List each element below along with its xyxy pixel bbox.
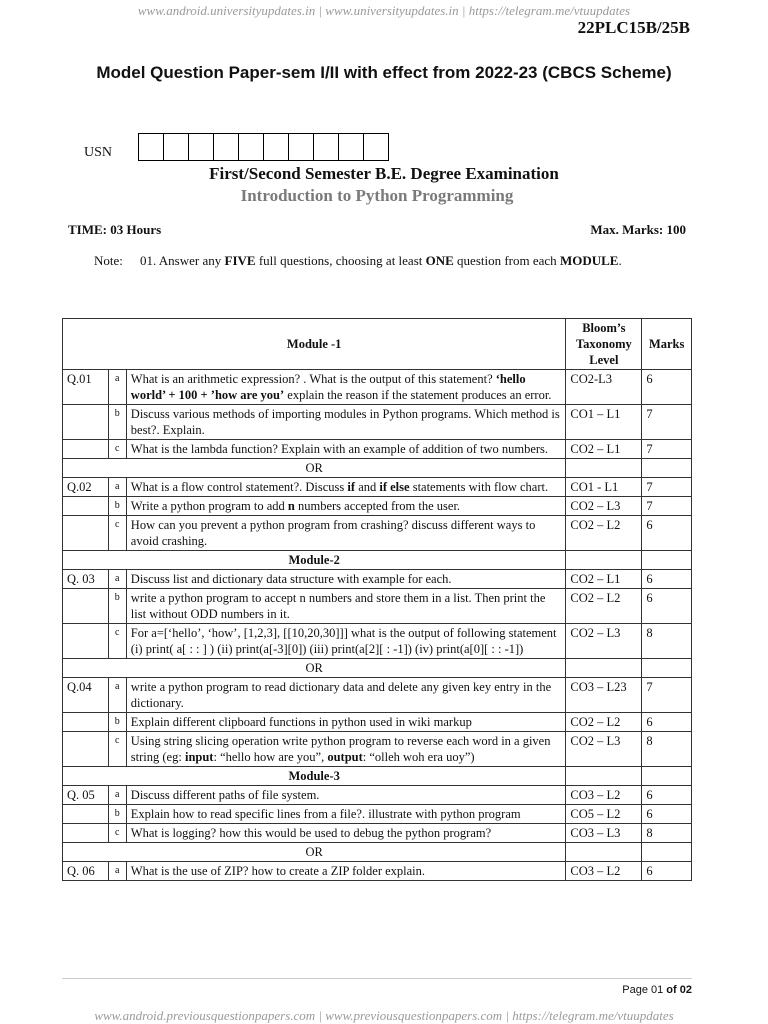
usn-box[interactable] bbox=[138, 133, 164, 161]
table-row bbox=[63, 405, 692, 440]
blooms-level: CO3 – L23 bbox=[566, 678, 642, 713]
table-row bbox=[63, 624, 692, 659]
or-row: OR bbox=[63, 459, 692, 478]
table-row bbox=[63, 478, 692, 497]
blooms-level: CO3 – L2 bbox=[566, 862, 642, 881]
marks-value: 7 bbox=[642, 678, 692, 713]
table-row bbox=[63, 516, 692, 551]
question-number bbox=[63, 624, 109, 659]
max-marks: Max. Marks: 100 bbox=[590, 222, 686, 237]
table-row bbox=[63, 497, 692, 516]
marks-value: 8 bbox=[642, 824, 692, 843]
blooms-level: CO3 – L2 bbox=[566, 786, 642, 805]
question-text: What is a flow control statement?. Discuss if and if else statements with flow chart. bbox=[126, 478, 566, 497]
usn-box[interactable] bbox=[213, 133, 239, 161]
question-text: What is the use of ZIP? how to create a ZIP folder explain. bbox=[126, 862, 566, 881]
question-number bbox=[63, 440, 109, 459]
question-number bbox=[63, 589, 109, 624]
blooms-level: CO3 – L3 bbox=[566, 824, 642, 843]
usn-label: USN bbox=[84, 145, 113, 160]
marks-header: Marks bbox=[642, 319, 692, 370]
question-number bbox=[63, 516, 109, 551]
question-text: What is logging? how this would be used to debug the python program? bbox=[126, 824, 566, 843]
question-number bbox=[63, 713, 109, 732]
question-number: Q.01 bbox=[63, 370, 109, 405]
usn-box[interactable] bbox=[363, 133, 389, 161]
question-text: Explain how to read specific lines from a file?. illustrate with python program bbox=[126, 805, 566, 824]
question-text: How can you prevent a python program from crashing? discuss different ways to avoid crashing. bbox=[126, 516, 566, 551]
table-row bbox=[63, 713, 692, 732]
usn-box[interactable] bbox=[238, 133, 264, 161]
sub-question: a bbox=[108, 786, 126, 805]
marks-value: 6 bbox=[642, 370, 692, 405]
blooms-level: CO5 – L2 bbox=[566, 805, 642, 824]
page-number: Page 01 of 02 bbox=[622, 984, 692, 996]
marks-value: 6 bbox=[642, 805, 692, 824]
usn-box[interactable] bbox=[263, 133, 289, 161]
sub-question: a bbox=[108, 370, 126, 405]
sub-question: a bbox=[108, 862, 126, 881]
question-number: Q. 06 bbox=[63, 862, 109, 881]
marks-value: 6 bbox=[642, 589, 692, 624]
marks-value: 7 bbox=[642, 497, 692, 516]
module-1-header: Module -1 bbox=[63, 319, 566, 370]
question-number bbox=[63, 805, 109, 824]
question-text: Write a python program to add n numbers accepted from the user. bbox=[126, 497, 566, 516]
marks-value: 8 bbox=[642, 732, 692, 767]
table-row bbox=[63, 370, 692, 405]
watermark-bottom: www.android.previousquestionpapers.com | www.previousquestionpapers.com | https://telegram.me/vtuupdates bbox=[94, 1008, 674, 1023]
question-text: Discuss various methods of importing modules in Python programs. Which method is best?. Explain. bbox=[126, 405, 566, 440]
sub-question: a bbox=[108, 678, 126, 713]
question-text: For a=[‘hello’, ‘how’, [1,2,3], [[10,20,30]]] what is the output of following statement (i) print( a[ : : ] ) (ii) print(a[-3][0]) (iii) print(a[2][ : -1]) (iv) print(a[0][ : : -1]) bbox=[126, 624, 566, 659]
note-label: Note: bbox=[94, 253, 123, 268]
usn-box[interactable] bbox=[163, 133, 189, 161]
sub-question: c bbox=[108, 440, 126, 459]
sub-question: b bbox=[108, 805, 126, 824]
usn-box[interactable] bbox=[338, 133, 364, 161]
table-row bbox=[63, 570, 692, 589]
sub-question: c bbox=[108, 624, 126, 659]
page-title: Model Question Paper-sem I/II with effect from 2022-23 (CBCS Scheme) bbox=[96, 63, 672, 82]
marks-value: 6 bbox=[642, 570, 692, 589]
note-text: 01. Answer any FIVE full questions, choosing at least ONE question from each MODULE. bbox=[140, 253, 622, 268]
blooms-level: CO2-L3 bbox=[566, 370, 642, 405]
marks-value: 7 bbox=[642, 440, 692, 459]
sub-question: c bbox=[108, 732, 126, 767]
question-text: Explain different clipboard functions in python used in wiki markup bbox=[126, 713, 566, 732]
blooms-level: CO2 – L2 bbox=[566, 713, 642, 732]
usn-boxes bbox=[138, 133, 388, 161]
question-text: Using string slicing operation write python program to reverse each word in a given string (eg: input: “hello how are you”, output: “olleh woh era uoy”) bbox=[126, 732, 566, 767]
marks-value: 6 bbox=[642, 516, 692, 551]
sub-question: b bbox=[108, 589, 126, 624]
question-number bbox=[63, 732, 109, 767]
footer-rule bbox=[62, 978, 692, 979]
question-number: Q.02 bbox=[63, 478, 109, 497]
sub-question: c bbox=[108, 516, 126, 551]
sub-question: b bbox=[108, 405, 126, 440]
question-number bbox=[63, 824, 109, 843]
marks-value: 8 bbox=[642, 624, 692, 659]
table-row bbox=[63, 440, 692, 459]
usn-box[interactable] bbox=[313, 133, 339, 161]
marks-value: 7 bbox=[642, 478, 692, 497]
question-number: Q. 05 bbox=[63, 786, 109, 805]
blooms-level: CO2 – L2 bbox=[566, 589, 642, 624]
table-row bbox=[63, 862, 692, 881]
table-row bbox=[63, 678, 692, 713]
blooms-level: CO2 – L3 bbox=[566, 497, 642, 516]
question-table bbox=[62, 318, 692, 881]
sub-question: a bbox=[108, 570, 126, 589]
blooms-level: CO2 – L2 bbox=[566, 516, 642, 551]
question-number bbox=[63, 497, 109, 516]
sub-question: a bbox=[108, 478, 126, 497]
sub-question: b bbox=[108, 497, 126, 516]
usn-box[interactable] bbox=[188, 133, 214, 161]
question-text: What is the lambda function? Explain with an example of addition of two numbers. bbox=[126, 440, 566, 459]
table-row bbox=[63, 786, 692, 805]
question-text: write a python program to read dictionary data and delete any given key entry in the dictionary. bbox=[126, 678, 566, 713]
blooms-level: CO1 – L1 bbox=[566, 405, 642, 440]
blooms-header: Bloom’s Taxonomy Level bbox=[566, 319, 642, 370]
table-header bbox=[63, 319, 692, 370]
module-2-row: Module-2 bbox=[63, 551, 692, 570]
marks-value: 6 bbox=[642, 786, 692, 805]
table-row bbox=[63, 732, 692, 767]
table-row bbox=[63, 805, 692, 824]
table-row bbox=[63, 589, 692, 624]
question-text: write a python program to accept n numbers and store them in a list. Then print the list without ODD numbers in it. bbox=[126, 589, 566, 624]
exam-title: First/Second Semester B.E. Degree Examination bbox=[209, 164, 559, 183]
blooms-level: CO1 - L1 bbox=[566, 478, 642, 497]
question-number: Q. 03 bbox=[63, 570, 109, 589]
or-row: OR bbox=[63, 843, 692, 862]
table-row bbox=[63, 824, 692, 843]
blooms-level: CO2 – L3 bbox=[566, 624, 642, 659]
subject-title: Introduction to Python Programming bbox=[240, 186, 514, 205]
marks-value: 7 bbox=[642, 405, 692, 440]
question-number: Q.04 bbox=[63, 678, 109, 713]
marks-value: 6 bbox=[642, 862, 692, 881]
question-text: Discuss list and dictionary data structure with example for each. bbox=[126, 570, 566, 589]
paper-code: 22PLC15B/25B bbox=[577, 18, 690, 37]
question-text: Discuss different paths of file system. bbox=[126, 786, 566, 805]
usn-box[interactable] bbox=[288, 133, 314, 161]
blooms-level: CO2 – L3 bbox=[566, 732, 642, 767]
question-text: What is an arithmetic expression? . What is the output of this statement? ‘hello world’ + 100 + ’how are you’ explain the reason if the statement produces an error. bbox=[126, 370, 566, 405]
marks-value: 6 bbox=[642, 713, 692, 732]
or-row: OR bbox=[63, 659, 692, 678]
module-3-row: Module-3 bbox=[63, 767, 692, 786]
sub-question: c bbox=[108, 824, 126, 843]
question-number bbox=[63, 405, 109, 440]
blooms-level: CO2 – L1 bbox=[566, 440, 642, 459]
blooms-level: CO2 – L1 bbox=[566, 570, 642, 589]
exam-time: TIME: 03 Hours bbox=[68, 222, 162, 237]
sub-question: b bbox=[108, 713, 126, 732]
watermark-top: www.android.universityupdates.in | www.universityupdates.in | https://telegram.me/vtuupdates bbox=[137, 3, 631, 18]
